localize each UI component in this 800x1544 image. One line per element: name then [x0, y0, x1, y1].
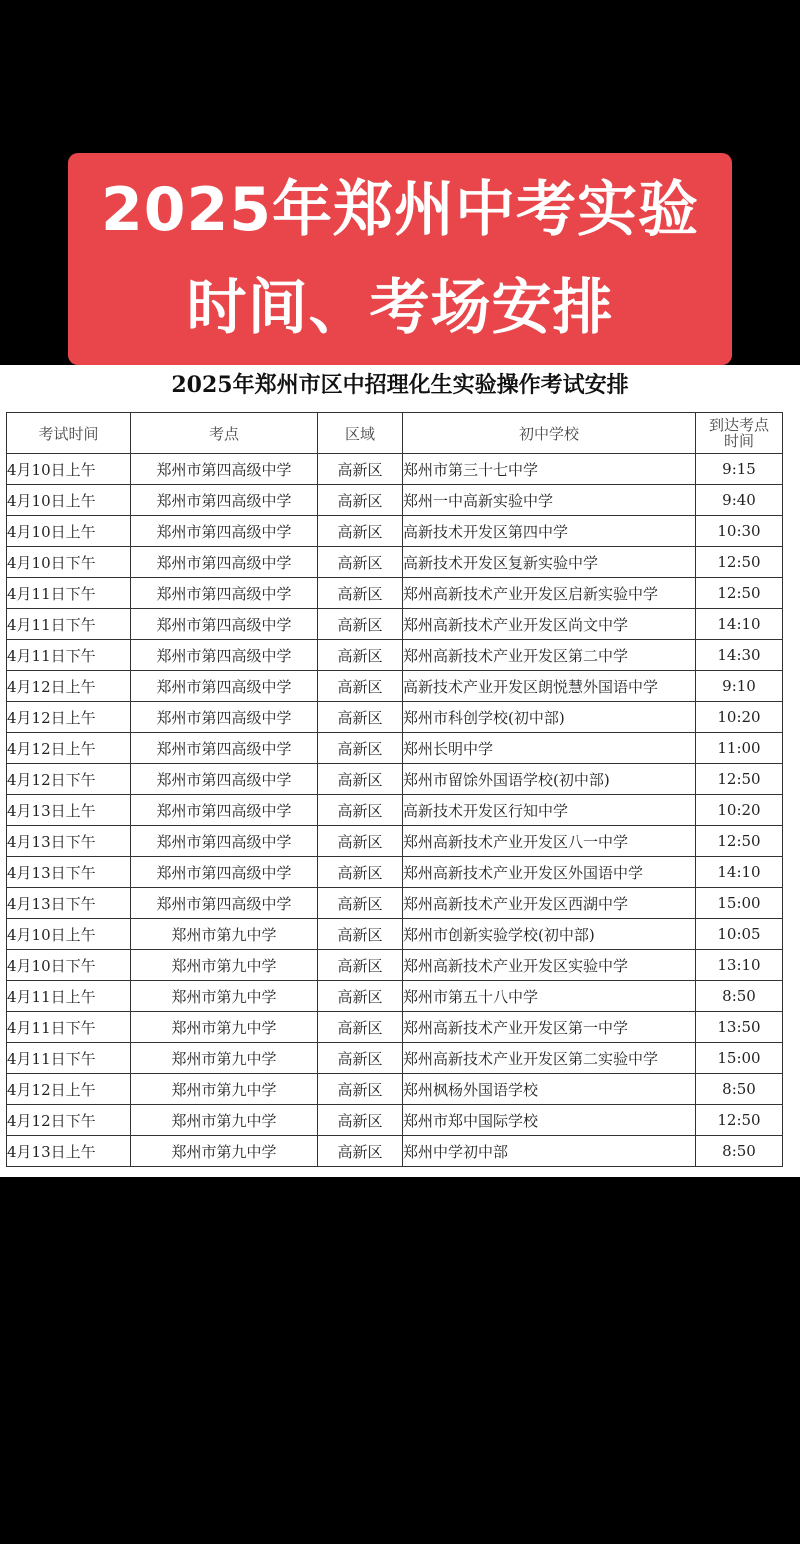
- cell-school: 郑州一中高新实验中学: [403, 485, 696, 516]
- cell-area: 高新区: [318, 795, 403, 826]
- cell-exam-site: 郑州市第九中学: [131, 950, 318, 981]
- cell-area: 高新区: [318, 640, 403, 671]
- table-row: [7, 1043, 783, 1074]
- table-row: [7, 1136, 783, 1167]
- cell-exam-time: 4月10日下午: [7, 950, 131, 981]
- cell-arrival-time: 9:15: [696, 454, 783, 485]
- cell-arrival-time: 15:00: [696, 1043, 783, 1074]
- cell-area: 高新区: [318, 485, 403, 516]
- cell-exam-time: 4月10日下午: [7, 547, 131, 578]
- cell-exam-site: 郑州市第九中学: [131, 1105, 318, 1136]
- table-row: [7, 1012, 783, 1043]
- cell-exam-site: 郑州市第四高级中学: [131, 857, 318, 888]
- cell-school: 郑州高新技术产业开发区八一中学: [403, 826, 696, 857]
- cell-school: 高新技术开发区行知中学: [403, 795, 696, 826]
- cell-exam-site: 郑州市第四高级中学: [131, 795, 318, 826]
- cell-arrival-time: 10:20: [696, 702, 783, 733]
- table-row: [7, 857, 783, 888]
- cell-school: 郑州长明中学: [403, 733, 696, 764]
- banner-title-line-2: 时间、考场安排: [186, 273, 614, 343]
- schedule-sheet: [0, 365, 800, 1177]
- cell-arrival-time: 12:50: [696, 1105, 783, 1136]
- cell-exam-site: 郑州市第四高级中学: [131, 578, 318, 609]
- header-arrival-line-2: 时间: [723, 432, 754, 450]
- cell-school: 郑州枫杨外国语学校: [403, 1074, 696, 1105]
- table-row: [7, 485, 783, 516]
- cell-exam-time: 4月11日下午: [7, 1012, 131, 1043]
- table-row: [7, 454, 783, 485]
- cell-exam-time: 4月13日下午: [7, 826, 131, 857]
- cell-exam-time: 4月12日上午: [7, 702, 131, 733]
- cell-area: 高新区: [318, 857, 403, 888]
- cell-arrival-time: 14:10: [696, 609, 783, 640]
- cell-school: 郑州市第三十七中学: [403, 454, 696, 485]
- table-row: [7, 826, 783, 857]
- table-row: [7, 516, 783, 547]
- cell-area: 高新区: [318, 981, 403, 1012]
- cell-school: 高新技术产业开发区朗悦慧外国语中学: [403, 671, 696, 702]
- cell-area: 高新区: [318, 764, 403, 795]
- cell-exam-site: 郑州市第四高级中学: [131, 671, 318, 702]
- header-school: 初中学校: [403, 413, 696, 454]
- cell-arrival-time: 12:50: [696, 764, 783, 795]
- cell-school: 郑州高新技术产业开发区第二中学: [403, 640, 696, 671]
- table-row: [7, 702, 783, 733]
- cell-exam-time: 4月13日上午: [7, 1136, 131, 1167]
- cell-exam-time: 4月11日上午: [7, 981, 131, 1012]
- cell-arrival-time: 11:00: [696, 733, 783, 764]
- cell-area: 高新区: [318, 950, 403, 981]
- cell-school: 郑州市创新实验学校(初中部): [403, 919, 696, 950]
- header-exam-site: 考点: [131, 413, 318, 454]
- table-row: [7, 578, 783, 609]
- cell-school: 郑州高新技术产业开发区西湖中学: [403, 888, 696, 919]
- cell-exam-site: 郑州市第四高级中学: [131, 454, 318, 485]
- cell-arrival-time: 12:50: [696, 547, 783, 578]
- cell-area: 高新区: [318, 1074, 403, 1105]
- banner-title-line-1: 2025年郑州中考实验: [101, 175, 699, 245]
- table-row: [7, 1074, 783, 1105]
- cell-area: 高新区: [318, 888, 403, 919]
- cell-school: 郑州中学初中部: [403, 1136, 696, 1167]
- cell-exam-time: 4月11日下午: [7, 640, 131, 671]
- cell-exam-site: 郑州市第九中学: [131, 1043, 318, 1074]
- table-row: [7, 1105, 783, 1136]
- cell-exam-time: 4月11日下午: [7, 578, 131, 609]
- cell-school: 郑州高新技术产业开发区启新实验中学: [403, 578, 696, 609]
- table-row: [7, 671, 783, 702]
- cell-exam-time: 4月12日上午: [7, 1074, 131, 1105]
- cell-arrival-time: 8:50: [696, 1074, 783, 1105]
- cell-area: 高新区: [318, 578, 403, 609]
- cell-exam-time: 4月12日下午: [7, 764, 131, 795]
- cell-exam-time: 4月10日上午: [7, 516, 131, 547]
- cell-area: 高新区: [318, 547, 403, 578]
- cell-area: 高新区: [318, 919, 403, 950]
- cell-arrival-time: 15:00: [696, 888, 783, 919]
- cell-exam-time: 4月13日上午: [7, 795, 131, 826]
- cell-arrival-time: 12:50: [696, 826, 783, 857]
- cell-school: 郑州高新技术产业开发区外国语中学: [403, 857, 696, 888]
- cell-area: 高新区: [318, 1043, 403, 1074]
- cell-school: 郑州市第五十八中学: [403, 981, 696, 1012]
- cell-exam-site: 郑州市第四高级中学: [131, 888, 318, 919]
- cell-exam-site: 郑州市第九中学: [131, 1136, 318, 1167]
- cell-area: 高新区: [318, 733, 403, 764]
- cell-exam-site: 郑州市第四高级中学: [131, 733, 318, 764]
- cell-area: 高新区: [318, 454, 403, 485]
- cell-area: 高新区: [318, 516, 403, 547]
- cell-exam-site: 郑州市第九中学: [131, 1074, 318, 1105]
- table-row: [7, 609, 783, 640]
- cell-exam-site: 郑州市第四高级中学: [131, 826, 318, 857]
- title-banner: [68, 153, 732, 365]
- document-title: 2025年郑州市区中招理化生实验操作考试安排: [171, 372, 629, 398]
- cell-area: 高新区: [318, 671, 403, 702]
- cell-arrival-time: 10:05: [696, 919, 783, 950]
- cell-exam-site: 郑州市第九中学: [131, 919, 318, 950]
- cell-arrival-time: 14:30: [696, 640, 783, 671]
- cell-exam-site: 郑州市第四高级中学: [131, 516, 318, 547]
- table-row: [7, 733, 783, 764]
- cell-arrival-time: 9:10: [696, 671, 783, 702]
- cell-school: 郑州高新技术产业开发区第一中学: [403, 1012, 696, 1043]
- cell-school: 郑州高新技术产业开发区第二实验中学: [403, 1043, 696, 1074]
- table-row: [7, 888, 783, 919]
- cell-area: 高新区: [318, 1012, 403, 1043]
- cell-arrival-time: 8:50: [696, 1136, 783, 1167]
- header-area: 区域: [318, 413, 403, 454]
- table-row: [7, 981, 783, 1012]
- cell-school: 郑州市留馀外国语学校(初中部): [403, 764, 696, 795]
- header-arrival-line-1: 到达考点: [708, 416, 769, 434]
- cell-exam-site: 郑州市第四高级中学: [131, 547, 318, 578]
- cell-school: 郑州高新技术产业开发区尚文中学: [403, 609, 696, 640]
- cell-area: 高新区: [318, 1136, 403, 1167]
- table-row: [7, 640, 783, 671]
- cell-exam-time: 4月12日上午: [7, 671, 131, 702]
- cell-arrival-time: 13:50: [696, 1012, 783, 1043]
- cell-exam-site: 郑州市第四高级中学: [131, 640, 318, 671]
- cell-exam-time: 4月13日下午: [7, 888, 131, 919]
- cell-exam-site: 郑州市第四高级中学: [131, 609, 318, 640]
- table-row: [7, 950, 783, 981]
- cell-arrival-time: 14:10: [696, 857, 783, 888]
- cell-arrival-time: 10:20: [696, 795, 783, 826]
- cell-exam-time: 4月10日上午: [7, 485, 131, 516]
- cell-exam-site: 郑州市第四高级中学: [131, 485, 318, 516]
- cell-exam-time: 4月11日下午: [7, 1043, 131, 1074]
- header-exam-time: 考试时间: [7, 413, 131, 454]
- cell-exam-site: 郑州市第四高级中学: [131, 764, 318, 795]
- cell-exam-site: 郑州市第九中学: [131, 981, 318, 1012]
- table-body: [7, 454, 783, 1167]
- schedule-table: [6, 412, 783, 1167]
- cell-area: 高新区: [318, 826, 403, 857]
- table-row: [7, 547, 783, 578]
- cell-area: 高新区: [318, 1105, 403, 1136]
- cell-exam-time: 4月12日下午: [7, 1105, 131, 1136]
- cell-exam-site: 郑州市第四高级中学: [131, 702, 318, 733]
- cell-school: 郑州市科创学校(初中部): [403, 702, 696, 733]
- cell-exam-time: 4月11日下午: [7, 609, 131, 640]
- cell-arrival-time: 13:10: [696, 950, 783, 981]
- cell-arrival-time: 12:50: [696, 578, 783, 609]
- cell-arrival-time: 10:30: [696, 516, 783, 547]
- cell-area: 高新区: [318, 609, 403, 640]
- cell-exam-time: 4月10日上午: [7, 919, 131, 950]
- cell-exam-time: 4月12日上午: [7, 733, 131, 764]
- cell-school: 郑州高新技术产业开发区实验中学: [403, 950, 696, 981]
- header-arrival-time: [696, 413, 783, 454]
- cell-exam-site: 郑州市第九中学: [131, 1012, 318, 1043]
- cell-arrival-time: 9:40: [696, 485, 783, 516]
- table-header-row: [7, 413, 783, 454]
- cell-arrival-time: 8:50: [696, 981, 783, 1012]
- table-row: [7, 919, 783, 950]
- cell-school: 高新技术开发区第四中学: [403, 516, 696, 547]
- cell-exam-time: 4月13日下午: [7, 857, 131, 888]
- cell-school: 高新技术开发区复新实验中学: [403, 547, 696, 578]
- table-row: [7, 795, 783, 826]
- cell-exam-time: 4月10日上午: [7, 454, 131, 485]
- cell-school: 郑州市郑中国际学校: [403, 1105, 696, 1136]
- cell-area: 高新区: [318, 702, 403, 733]
- table-row: [7, 764, 783, 795]
